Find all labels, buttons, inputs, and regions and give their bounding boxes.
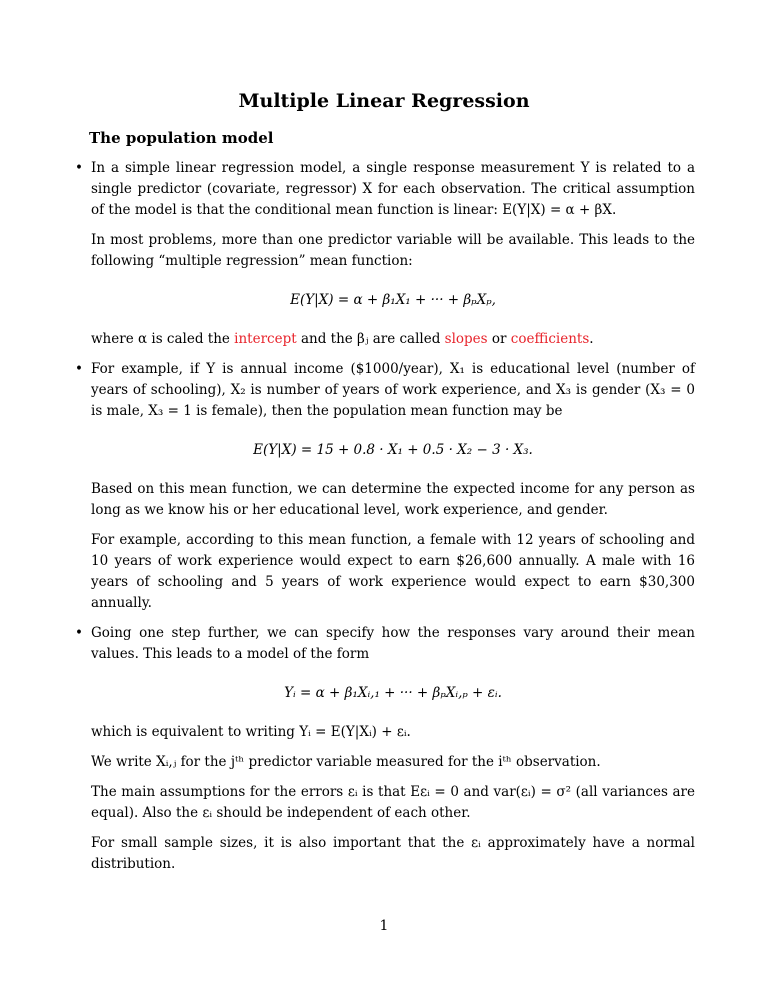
bullet-icon: • [75, 625, 83, 641]
paragraph: In most problems, more than one predictor variable will be available. This leads to the following “multiple regression” mean function: [91, 232, 695, 269]
document-body [75, 158, 695, 884]
equation: E(Y|X) = α + β₁X₁ + ··· + βₚXₚ, [290, 292, 496, 308]
paragraph: Going one step further, we can specify how the responses vary around their mean values. This leads to a model of the form [91, 625, 695, 662]
term-intercept: intercept [234, 331, 297, 347]
paragraph: which is equivalent to writing Yᵢ = E(Y|Xᵢ) + εᵢ. [91, 724, 411, 740]
text-span: or [487, 331, 511, 347]
section-heading: The population model [89, 129, 274, 147]
bullet-item-3 [75, 623, 695, 875]
paragraph: In a simple linear regression model, a single response measurement Y is related to a single predictor (covariate, regressor) X for each observation. The critical assumption of the model is that the conditional mean function is linear: E(Y|X) = α + βX. [91, 160, 695, 218]
bullet-icon: • [75, 160, 83, 176]
document-title: Multiple Linear Regression [238, 90, 530, 112]
term-slopes: slopes [444, 331, 488, 347]
term-coefficients: coefficients [510, 331, 590, 347]
paragraph [91, 329, 695, 350]
paragraph: For example, if Y is annual income ($1000/year), X₁ is educational level (number of years of schooling), X₂ is number of years of work experience, and X₃ is gender (X₃ = 0 is male, X₃ = 1 is female), then the population mean function may be [91, 361, 695, 419]
text-span: and the βⱼ are called [296, 331, 445, 347]
paragraph: For small sample sizes, it is also important that the εᵢ approximately have a normal distribution. [91, 835, 695, 872]
bullet-item-1 [75, 158, 695, 350]
text-span: . [589, 331, 594, 347]
equation: E(Y|X) = 15 + 0.8 · X₁ + 0.5 · X₂ − 3 · X₃. [253, 442, 533, 458]
paragraph: Based on this mean function, we can determine the expected income for any person as long as we know his or her educational level, work experience, and gender. [91, 481, 695, 518]
text-span: where α is caled the [91, 331, 235, 347]
page-number: 1 [379, 918, 389, 934]
paragraph: The main assumptions for the errors εᵢ is that Eεᵢ = 0 and var(εᵢ) = σ² (all variances are equal). Also the εᵢ should be independent of each other. [91, 784, 695, 821]
bullet-icon: • [75, 361, 83, 377]
paragraph: We write Xᵢ,ⱼ for the jᵗʰ predictor variable measured for the iᵗʰ observation. [91, 754, 601, 770]
paragraph: For example, according to this mean function, a female with 12 years of schooling and 10 years of work experience would expect to earn $26,600 annually. A male with 16 years of schooling and 5 years of work experience would expect to earn $30,300 annually. [91, 532, 695, 611]
equation: Yᵢ = α + β₁Xᵢ,₁ + ··· + βₚXᵢ,ₚ + εᵢ. [284, 685, 502, 701]
bullet-item-2 [75, 359, 695, 614]
